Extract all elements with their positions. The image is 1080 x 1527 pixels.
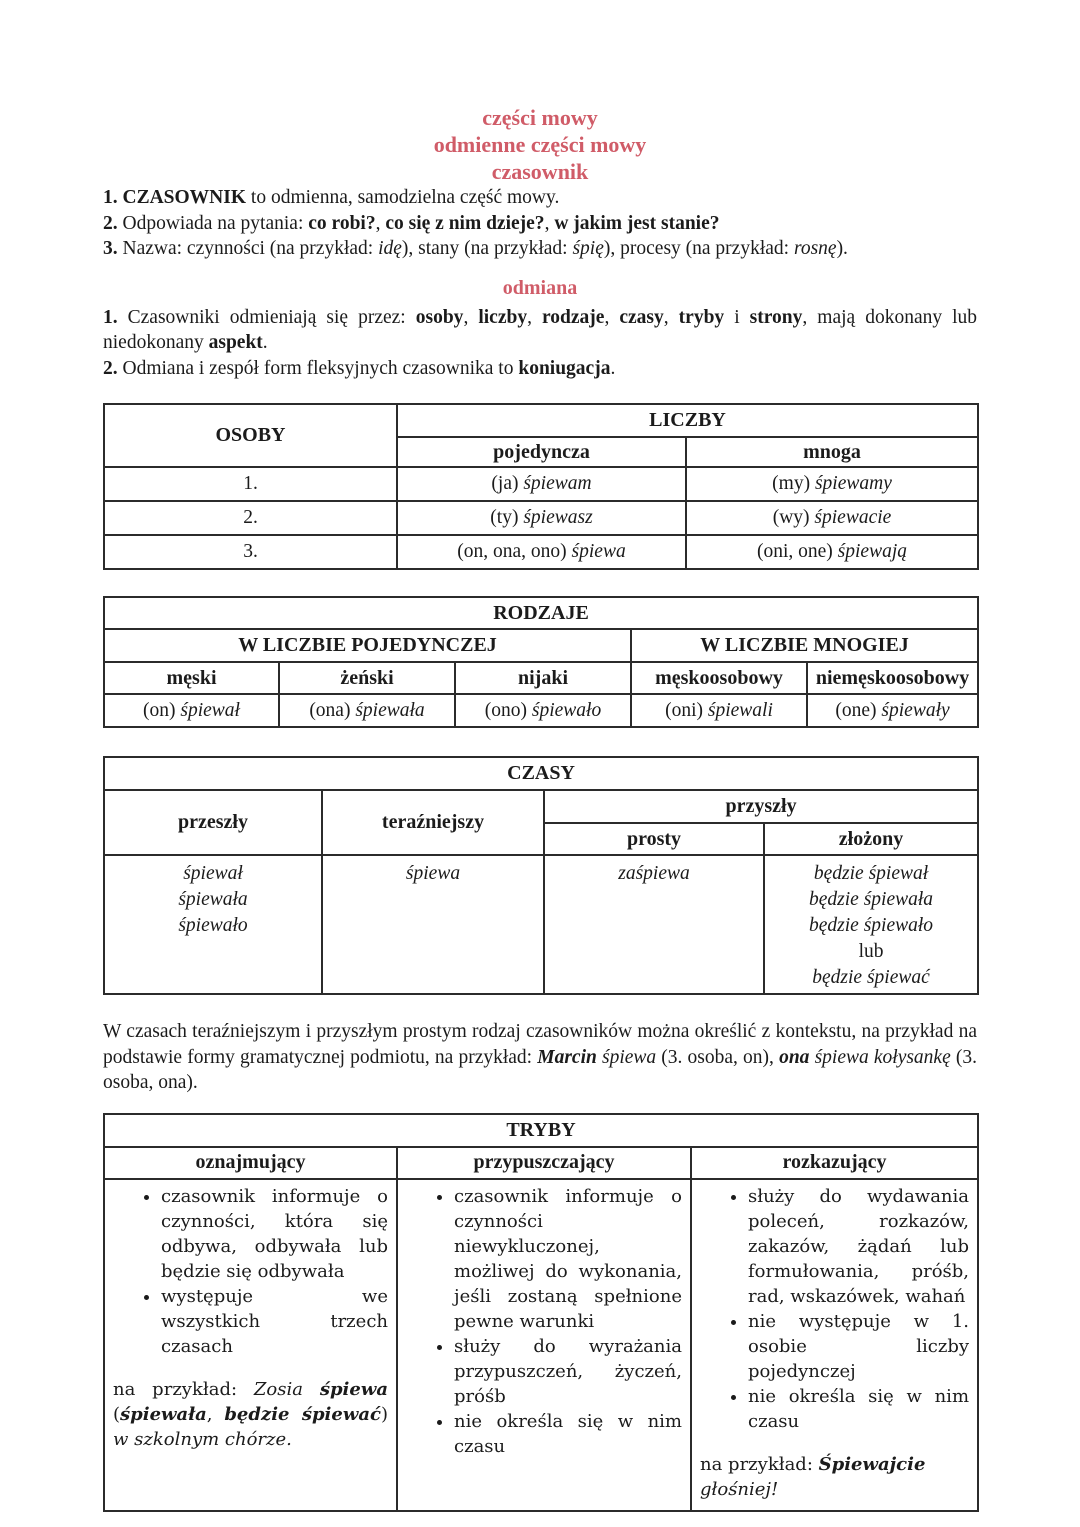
intro-item-1: 1. CZASOWNIK to odmienna, samodzielna część mowy. bbox=[103, 187, 560, 208]
zlozony-forms-cell bbox=[764, 855, 978, 994]
zlozony-header-cell: złożony bbox=[764, 823, 978, 855]
liczba-pojedyncza-group-cell: W LICZBIE POJEDYNCZEJ bbox=[104, 629, 631, 662]
przyszly-header-cell: przyszły bbox=[544, 790, 978, 823]
intro-list bbox=[103, 185, 977, 262]
terazniejszy-header-cell: teraźniejszy bbox=[322, 790, 544, 855]
form-cell: (oni) śpiewali bbox=[631, 694, 807, 727]
przypuszczajacy-header-cell: przypuszczający bbox=[397, 1147, 691, 1179]
title-czasownik: czasownik bbox=[491, 159, 589, 184]
tryby-title-cell: TRYBY bbox=[104, 1114, 978, 1147]
verb-form-line: śpiewa bbox=[405, 863, 461, 884]
person-cell: 1. bbox=[104, 467, 397, 501]
bullet-item: • służy do wydawania poleceń, rozkazów, zakazów, żądań lub formułowania, próśb, rad, wskazówek, wahań bbox=[748, 1184, 969, 1309]
title-czesci-mowy: części mowy bbox=[482, 105, 598, 130]
table-row bbox=[104, 1179, 978, 1511]
context-paragraph: W czasach teraźniejszym i przyszłym prostym rodzaj czasowników można określić z kontekstu, na przykład na podstawie formy gramatycznej podmiotu, na przykład: Marcin śpiewa (3. osoba, on), ona śpiewa kołysankę (3. osoba, ona). bbox=[103, 1021, 978, 1093]
plural-form-cell: (wy) śpiewacie bbox=[686, 501, 978, 535]
rozkazujacy-header-cell: rozkazujący bbox=[691, 1147, 978, 1179]
przypuszczajacy-cell bbox=[397, 1179, 691, 1511]
plural-form-cell: (oni, one) śpiewają bbox=[686, 535, 978, 569]
verb-form-line: lub bbox=[858, 941, 884, 962]
verb-form-line: będzie śpiewał bbox=[813, 863, 929, 884]
form-cell: (ona) śpiewała bbox=[279, 694, 455, 727]
meski-header-cell: męski bbox=[104, 662, 279, 694]
bullet-list bbox=[113, 1184, 388, 1359]
table-row bbox=[104, 855, 978, 994]
prosty-header-cell: prosty bbox=[544, 823, 764, 855]
bullet-item: • nie występuje w 1. osobie liczby pojedynczej bbox=[748, 1309, 969, 1384]
table-row bbox=[104, 535, 978, 569]
verb-form-line: będzie śpiewała bbox=[809, 889, 934, 910]
przeszly-forms-cell bbox=[104, 855, 322, 994]
verb-form-line: śpiewało bbox=[178, 915, 248, 936]
example-paragraph: na przykład: Śpiewajcie głośniej! bbox=[700, 1453, 926, 1500]
verb-form-line: będzie śpiewało bbox=[809, 915, 934, 936]
czasy-title-cell: CZASY bbox=[104, 757, 978, 790]
odmiana-item-2: 2. Odmiana i zespół form fleksyjnych czasownika to koniugacja. bbox=[103, 357, 616, 379]
intro-item-3: 3. Nazwa: czynności (na przykład: idę), stany (na przykład: śpię), procesy (na przykład: rosnę). bbox=[103, 238, 848, 259]
liczba-mnoga-group-cell: W LICZBIE MNOGIEJ bbox=[631, 629, 978, 662]
singular-form-cell: (ty) śpiewasz bbox=[397, 501, 686, 535]
verb-form-line: śpiewał bbox=[183, 863, 243, 884]
section-heading-odmiana: odmiana bbox=[502, 276, 578, 299]
mnoga-header-cell: mnoga bbox=[686, 437, 978, 467]
zenski-header-cell: żeński bbox=[279, 662, 455, 694]
singular-form-cell: (ja) śpiewam bbox=[397, 467, 686, 501]
intro-item-2: 2. Odpowiada na pytania: co robi?, co się z nim dzieje?, w jakim jest stanie? bbox=[103, 212, 720, 234]
person-cell: 2. bbox=[104, 501, 397, 535]
nijaki-header-cell: nijaki bbox=[455, 662, 631, 694]
oznajmujacy-header-cell: oznajmujący bbox=[104, 1147, 397, 1179]
oznajmujacy-cell bbox=[104, 1179, 397, 1511]
bullet-item: • czasownik informuje o czynności niewykluczonej, możliwej do wykonania, jeśli zostaną spełnione pewne warunki bbox=[454, 1184, 682, 1334]
pojedyncza-header-cell: pojedyncza bbox=[397, 437, 686, 467]
title-odmienne-czesci-mowy: odmienne części mowy bbox=[433, 132, 647, 157]
terazniejszy-forms-cell bbox=[322, 855, 544, 994]
example-paragraph: na przykład: Zosia śpiewa (śpiewała, będzie śpiewać) w szkolnym chórze. bbox=[113, 1378, 388, 1450]
form-cell: (ono) śpiewało bbox=[455, 694, 631, 727]
verb-form-line: będzie śpiewać bbox=[812, 967, 930, 988]
bullet-item: • nie określa się w nim czasu bbox=[454, 1409, 682, 1459]
verb-form-line: śpiewała bbox=[178, 889, 248, 910]
rozkazujacy-cell bbox=[691, 1179, 978, 1511]
bullet-item: • czasownik informuje o czynności, która się odbywa, odbywała lub będzie się odbywała bbox=[161, 1184, 388, 1284]
plural-form-cell: (my) śpiewamy bbox=[686, 467, 978, 501]
table-row bbox=[104, 694, 978, 727]
bullet-item: • nie określa się w nim czasu bbox=[748, 1384, 969, 1434]
bullet-item: • występuje we wszystkich trzech czasach bbox=[161, 1284, 388, 1359]
odmiana-item-1: 1. Czasowniki odmieniają się przez: osoby, liczby, rodzaje, czasy, tryby i strony, mają dokonany lub niedokonany aspekt. bbox=[103, 306, 978, 353]
form-cell: (on) śpiewał bbox=[104, 694, 279, 727]
verb-form-line: zaśpiewa bbox=[618, 863, 690, 884]
bullet-item: • służy do wyrażania przypuszczeń, życzeń, próśb bbox=[454, 1334, 682, 1409]
bullet-list bbox=[406, 1184, 682, 1459]
table-row bbox=[104, 467, 978, 501]
odmiana-list bbox=[103, 305, 977, 382]
table-row bbox=[104, 501, 978, 535]
person-cell: 3. bbox=[104, 535, 397, 569]
form-cell: (one) śpiewały bbox=[807, 694, 978, 727]
prosty-forms-cell bbox=[544, 855, 764, 994]
table-osoby-liczby bbox=[103, 403, 979, 570]
table-rodzaje bbox=[103, 596, 979, 728]
przeszly-header-cell: przeszły bbox=[104, 790, 322, 855]
table-tryby bbox=[103, 1113, 979, 1512]
title-block bbox=[103, 104, 977, 185]
osoby-header-cell: OSOBY bbox=[104, 404, 397, 467]
rodzaje-title-cell: RODZAJE bbox=[104, 597, 978, 629]
meskoosobowy-header-cell: męskoosobowy bbox=[631, 662, 807, 694]
liczby-header-cell: LICZBY bbox=[397, 404, 978, 437]
bullet-list bbox=[700, 1184, 969, 1434]
singular-form-cell: (on, ona, ono) śpiewa bbox=[397, 535, 686, 569]
niemeskoosobowy-header-cell: niemęskoosobowy bbox=[807, 662, 978, 694]
table-czasy bbox=[103, 756, 979, 995]
